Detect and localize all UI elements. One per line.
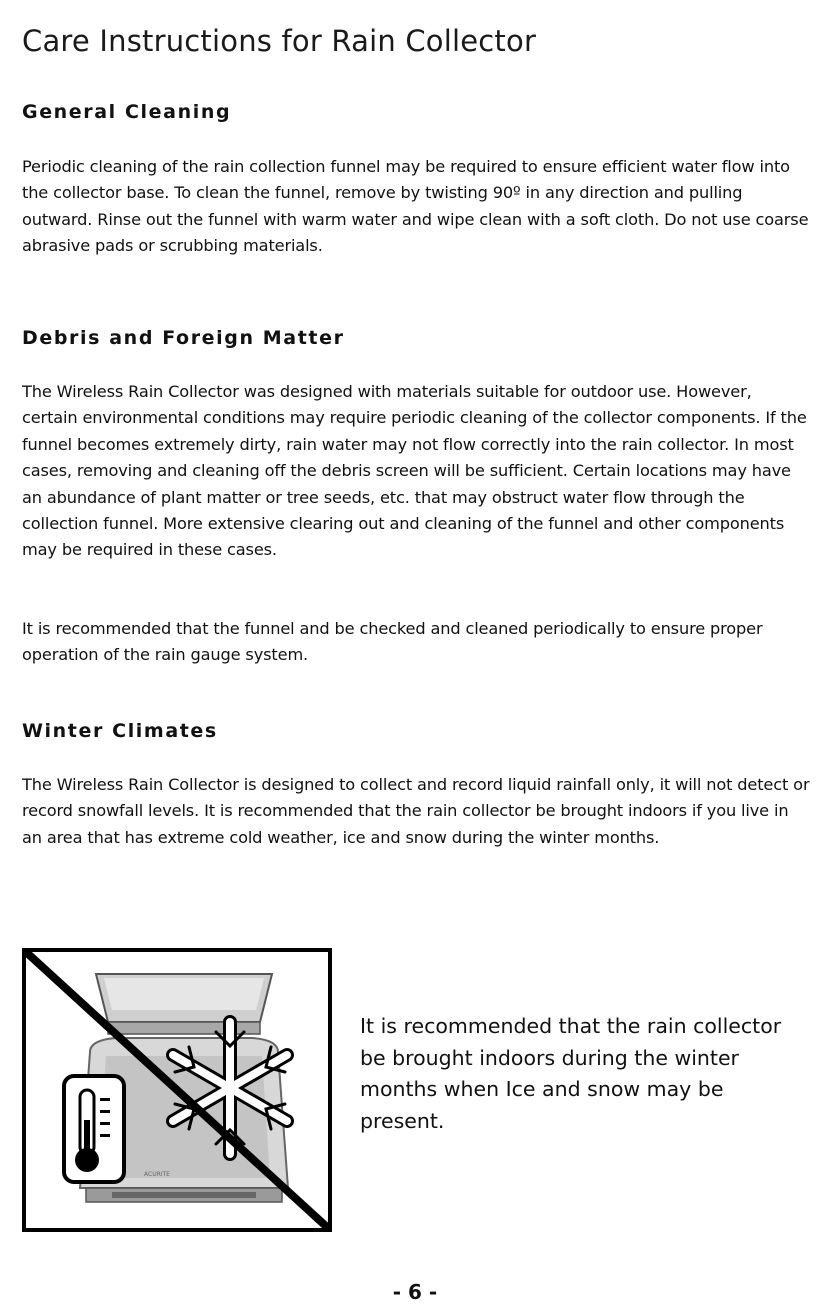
page-title: Care Instructions for Rain Collector — [22, 24, 537, 58]
winter-warning-graphic — [26, 952, 328, 1228]
recommendation-text: It is recommended that the funnel and be checked and cleaned periodically to ensure proper operation of the rain gauge system. — [22, 619, 763, 665]
thermometer-icon — [64, 1076, 124, 1182]
page-number: - 6 - — [392, 1280, 438, 1304]
brand-mark: ACURITE — [144, 1171, 170, 1178]
winter-climates-text: The Wireless Rain Collector is designed to collect and record liquid rainfall only, it will not detect or record snowfall levels. It is recommended that the rain collector be brought indoors if you live in an area that has extreme cold weather, ice and snow during the winter months. — [22, 775, 810, 847]
section-heading-general-cleaning: General Cleaning — [22, 101, 232, 123]
section-heading-debris: Debris and Foreign Matter — [22, 327, 345, 349]
section-heading-winter-climates: Winter Climates — [22, 720, 218, 742]
illustration-caption: It is recommended that the rain collector be brought indoors during the winter months when Ice and snow may be present. — [360, 1014, 782, 1133]
general-cleaning-text: Periodic cleaning of the rain collection funnel may be required to ensure efficient water flow into the collector base. To clean the funnel, remove by twisting 90º in any direction and pulling outward. Rinse out the funnel with warm water and wipe clean with a soft cloth. Do not use coarse abrasive pads or scrubbing materials. — [22, 157, 809, 256]
debris-text: The Wireless Rain Collector was designed with materials suitable for outdoor use. However, certain environmental conditions may require periodic cleaning of the collector components. If the funnel becomes extremely dirty, rain water may not flow correctly into the rain collector. In most cases, removing and cleaning off the debris screen will be sufficient. Certain locations may have an abundance of plant matter or tree seeds, etc. that may obstruct water flow through the collection funnel. More extensive clearing out and cleaning of the funnel and other components may be required in these cases. — [22, 382, 807, 560]
winter-warning-illustration — [22, 948, 332, 1232]
